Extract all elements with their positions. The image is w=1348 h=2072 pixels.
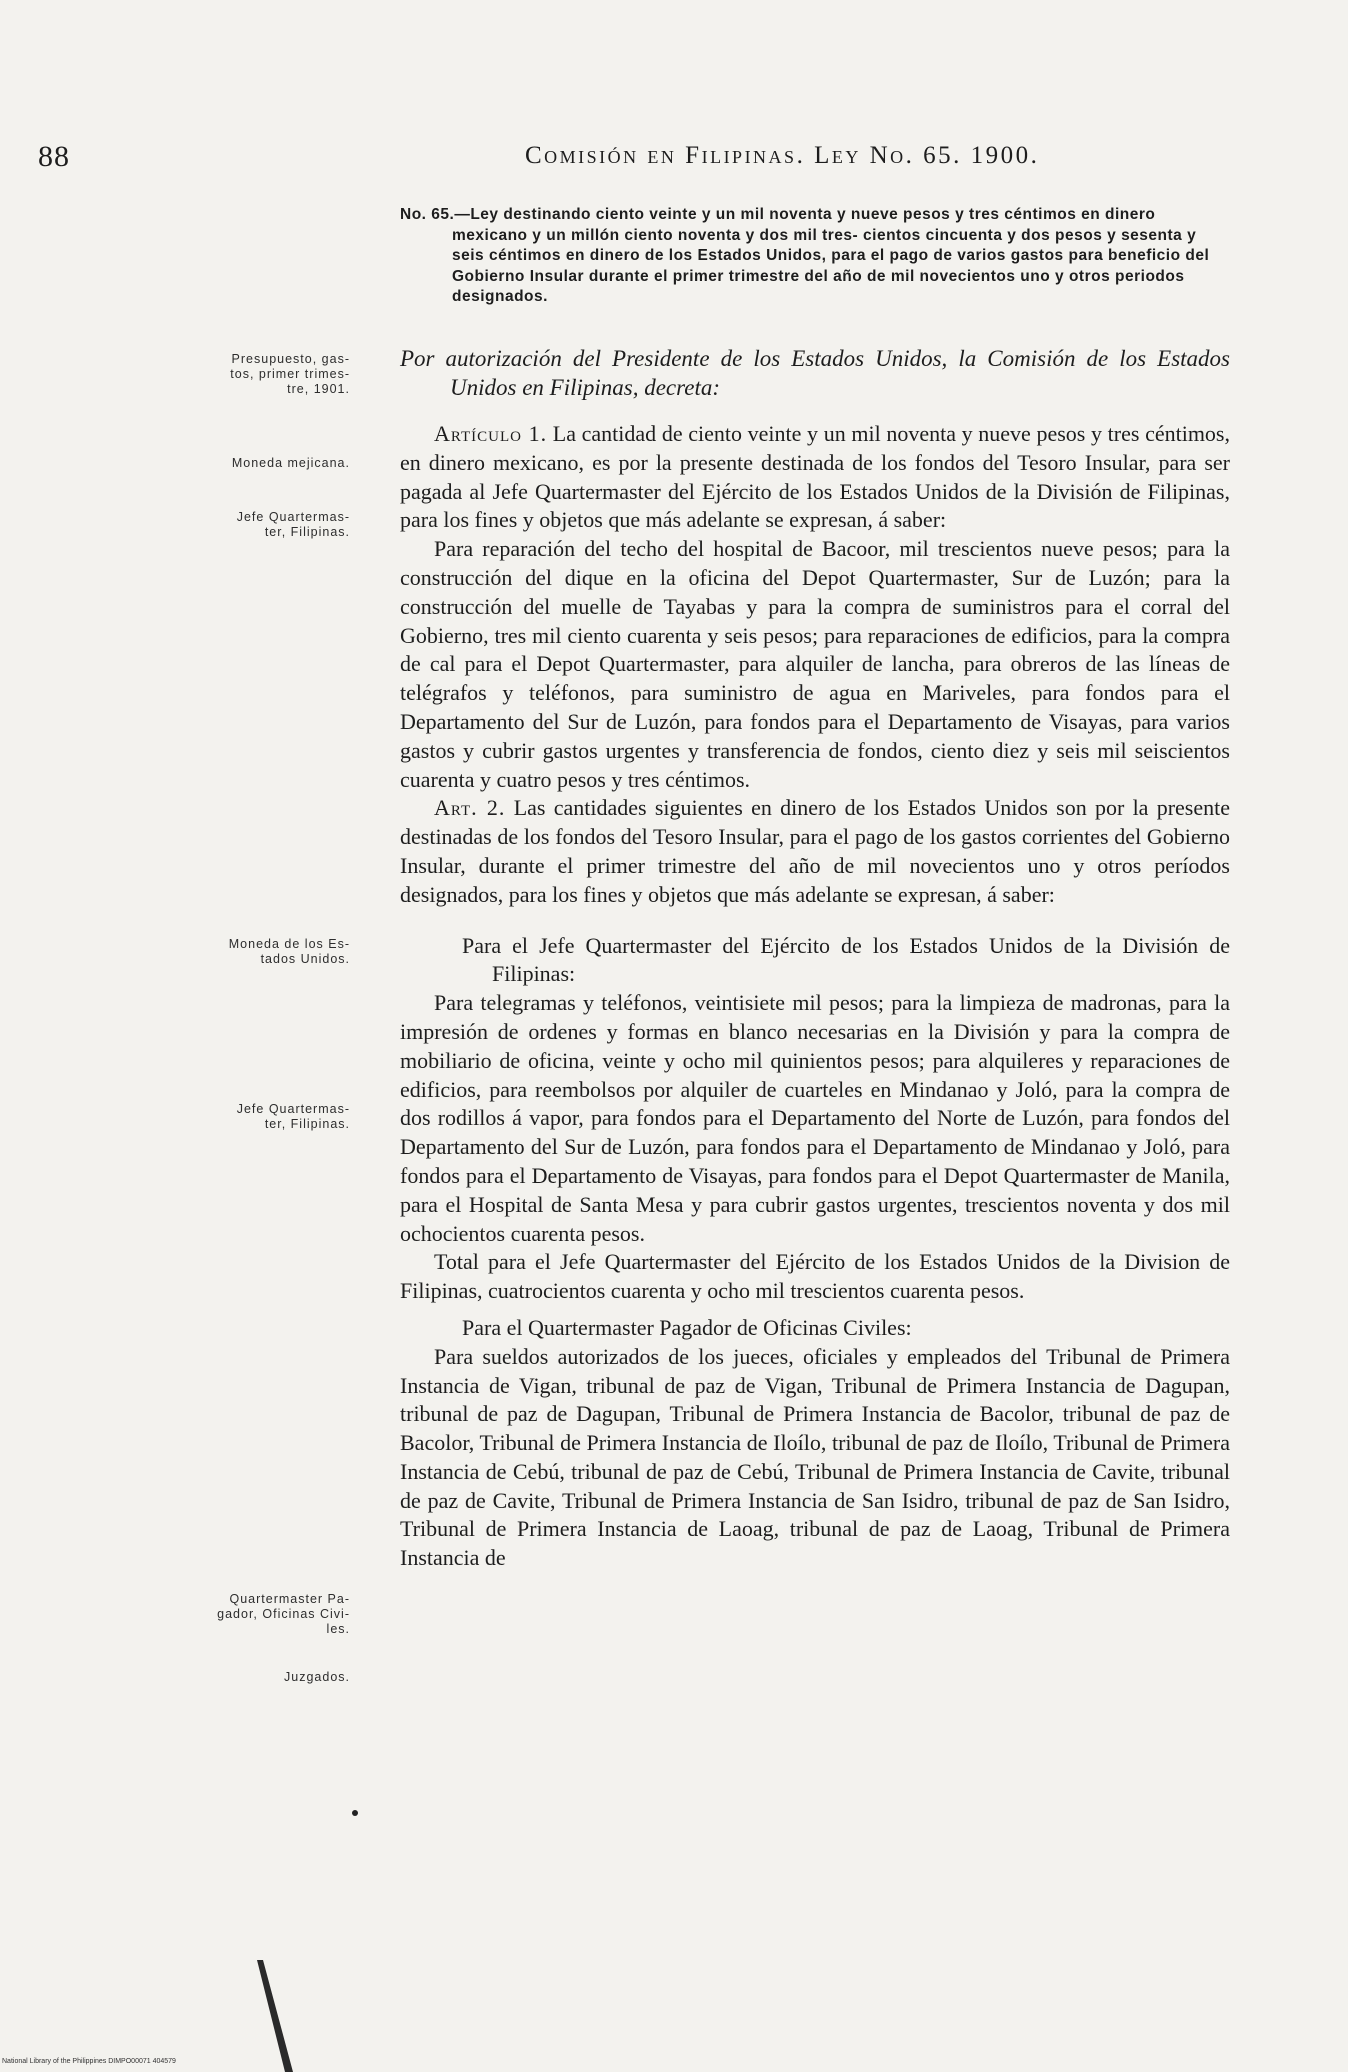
law-title-line: cientos cincuenta y dos pesos y sesenta y seis céntimos en dinero de los [452,226,1197,265]
margin-note-jefe-quartermaster: Jefe Quartermas- ter, Filipinas. [236,510,350,539]
margin-note-moneda-mejicana: Moneda mejicana. [231,456,350,470]
ink-dot [352,1810,358,1816]
law-title-line: periodos designados. [452,267,1185,306]
margin-note-jefe-quartermaster-2: Jefe Quartermas- ter, Filipinas. [236,1102,350,1131]
article-2-label: Art. 2. [434,795,506,821]
article-1-label: Artículo 1. [434,421,548,446]
preamble: Por autorización del Presidente de los Estados Unidos, la Comisión de los Estados Unidos en Filipinas, decreta: [400,346,1230,400]
margin-note-quartermaster-pagador: Quartermaster Pa- gador, Oficinas Civi- les. [217,1592,350,1636]
article-2 [400,794,1230,909]
margin-note-moneda-estados-unidos: Moneda de los Es- tados Unidos. [228,937,350,966]
article-1-text: La cantidad de ciento veinte y un mil noventa y nueve pesos y tres céntimos, en dinero mexicano, es por la presente destinada de los fondos del Tesoro Insular, para ser pagada al Jefe Quartermaster del Ejército de los Estados Unidos de la División de Filipinas, para los fines y objetos que más adelante se expresan, á saber: [400,421,1230,533]
article-2-text: Las cantidades siguientes en dinero de los Estados Unidos son por la presente destinadas de los fondos del Tesoro Insular, para el pago de los gastos corrientes del Gobierno Insular, durante el primer trimestre del año de mil novecientos uno y otros períodos designados, para los fines y objetos que más adelante se expresan, á saber: [400,795,1231,907]
law-title [400,205,1230,308]
law-title-text [400,205,1230,308]
margin-note-juzgados: Juzgados. [284,1670,350,1684]
page-number: 88 [38,140,70,173]
paragraph-sueldos: Para sueldos autorizados de los jueces, oficiales y empleados del Tribunal de Primera Instancia de Vigan, tribunal de paz de Vigan, Tribunal de Primera Instancia de Dagupan, tribunal de paz de Dagupan, Tribunal de Primera Instancia de Bacolor, tribunal de paz de Bacolor, Tribunal de Primera Instancia de Iloílo, tribunal de paz de Iloílo, Tribunal de Primera Instancia de Cebú, tribunal de paz de Cebú, Tribunal de Primera Instancia de Cavite, tribunal de paz de Cavite, Tribunal de Primera Instancia de San Isidro, tribunal de paz de San Isidro, Tribunal de Primera Instancia de Laoag, tribunal de paz de Laoag, Tribunal de Primera Instancia de [400,1343,1230,1571]
paragraph-telegramas: Para telegramas y teléfonos, veintisiete mil pesos; para la limpieza de madronas, para la impresión de ordenes y formas en blanco necesarias en la División y para la compra de mobiliario de oficina, veinte y ocho mil quinientos pesos; para alquileres y reparaciones de edificios, para reembolsos por alquiler de cuarteles en Mindanao y Joló, para la compra de dos rodillos á vapor, para fondos para el Departamento del Norte de Luzón, para fondos del Departamento del Sur de Luzón, para fondos para el Departamento de Mindanao y Joló, para fondos para el Departamento de Visayas, para fondos para el Depot Quartermaster de Manila, para el Hospital de Santa Mesa y para cubrir gastos urgentes, trescientos noventa y dos mil ochocientos cuarenta pesos. [400,990,1230,1246]
law-title-line: Insular durante el primer trimestre del año de mil novecientos uno y otros [529,267,1111,285]
margin-note-presupuesto: Presupuesto, gas- tos, primer trimes- tre, 1901. [230,352,350,396]
subheading-jefe-quartermaster: Para el Jefe Quartermaster del Ejército de los Estados Unidos de la División de Filipinas: [462,932,1230,987]
article-1-paragraph-2: Para reparación del techo del hospital de Bacoor, mil trescientos nueve pesos; para la construcción del dique en la oficina del Depot Quartermaster, Sur de Luzón; para la construcción del muelle de Tayabas y para la compra de suministros para el corral del Gobierno, tres mil ciento cuarenta y seis pesos; para reparaciones de edificios, para la compra de cal para el Depot Quartermaster, para alquiler de lancha, para obreros de las líneas de telégrafos y teléfonos, para suministro de agua en Mariveles, para fondos para el Departamento del Sur de Luzón, para fondos para el Departamento de Visayas, para varios gastos y cubrir gastos urgentes y transferencia de fondos, ciento diez y seis mil seiscientos cuarenta y cuatro pesos y tres céntimos. [400,536,1230,792]
paragraph-total: Total para el Jefe Quartermaster del Ejército de los Estados Unidos de la Division de Filipinas, cuatrocientos cuarenta y ocho mil trescientos cuarenta pesos. [400,1249,1230,1304]
law-body [400,345,1230,1573]
law-title-line: céntimos en dinero mexicano y un millón ciento noventa y dos mil tres- [452,206,1156,244]
subheading-quartermaster-pagador: Para el Quartermaster Pagador de Oficinas Civiles: [462,1314,912,1340]
article-1 [400,420,1230,535]
page-edge-mark [255,1960,295,2072]
scan-credit: National Library of the Philippines DIMPO00071 404579 [2,2058,176,2065]
law-title-line: Estados Unidos, para el pago de varios gastos para beneficio del Gobierno [452,247,1210,285]
running-head: Comisión en Filipinas. Ley No. 65. 1900. [525,142,1040,169]
law-title-line: No. 65.—Ley destinando ciento veinte y un mil noventa y nueve pesos y tres [400,206,1000,223]
